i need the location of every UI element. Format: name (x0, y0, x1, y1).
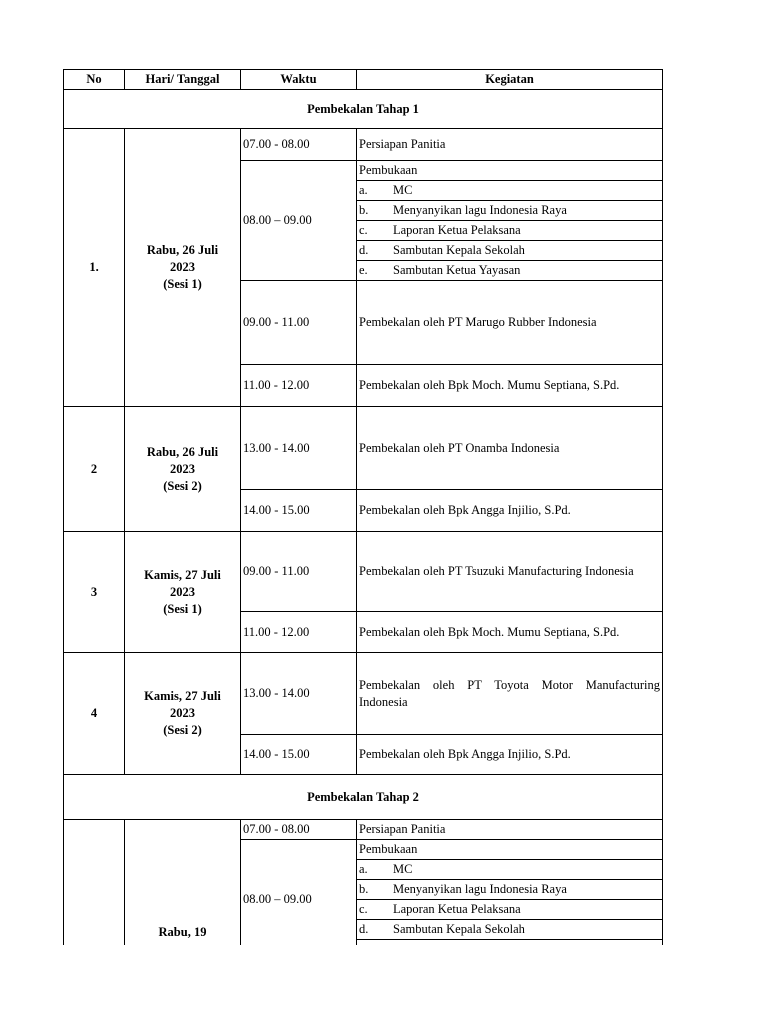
activity-cell: Pembekalan oleh PT Marugo Rubber Indonesia (357, 281, 663, 365)
header-row (64, 70, 663, 90)
item-text: Sambutan Kepala Sekolah (393, 243, 525, 257)
activity-cell: Pembekalan oleh Bpk Moch. Mumu Septiana, S.Pd. (357, 365, 663, 407)
time-cell: 14.00 - 15.00 (241, 490, 357, 532)
sub-item (357, 261, 663, 281)
item-text: MC (393, 183, 413, 197)
time-cell: 07.00 - 08.00 (241, 129, 357, 161)
header-day: Hari/ Tanggal (125, 70, 241, 90)
session-day: Rabu, 26 Juli 2023 (Sesi 2) (125, 407, 241, 532)
sub-item (357, 201, 663, 221)
session-day: Kamis, 27 Juli 2023 (Sesi 1) (125, 532, 241, 653)
activity-cell: Persiapan Panitia (357, 820, 663, 840)
time-cell: 09.00 - 11.00 (241, 281, 357, 365)
table-row (64, 407, 663, 490)
sub-item (357, 900, 663, 920)
item-letter: d. (359, 243, 369, 257)
sub-item (357, 241, 663, 261)
activity-cell: Pembekalan oleh Bpk Angga Injilio, S.Pd. (357, 490, 663, 532)
sub-item (357, 940, 663, 946)
table-row (64, 532, 663, 612)
sub-item (357, 880, 663, 900)
session-no (64, 820, 125, 946)
session-no: 2 (64, 407, 125, 532)
table-row (64, 820, 663, 840)
header-no: No (64, 70, 125, 90)
sub-item (357, 860, 663, 880)
activity-cell: Pembekalan oleh Bpk Moch. Mumu Septiana, S.Pd. (357, 612, 663, 653)
item-text: Menyanyikan lagu Indonesia Raya (393, 203, 567, 217)
activity-cell: Persiapan Panitia (357, 129, 663, 161)
item-letter: b. (359, 882, 369, 896)
item-letter: a. (359, 183, 368, 197)
session-no: 3 (64, 532, 125, 653)
session-day: Rabu, 19 (125, 820, 241, 946)
stage-row (64, 90, 663, 129)
activity-cell: Pembukaan (357, 161, 663, 181)
item-text: Menyanyikan lagu Indonesia Raya (393, 882, 567, 896)
activity-cell: Pembekalan oleh PT Onamba Indonesia (357, 407, 663, 490)
header-activity: Kegiatan (357, 70, 663, 90)
item-text: MC (393, 862, 413, 876)
schedule-table (63, 69, 663, 945)
table-row (64, 653, 663, 735)
activity-cell: Pembekalan oleh Bpk Angga Injilio, S.Pd. (357, 735, 663, 775)
session-day: Rabu, 26 Juli 2023 (Sesi 1) (125, 129, 241, 407)
item-letter: c. (359, 902, 368, 916)
activity-cell: Pembekalan oleh PT Toyota Motor Manufacturing Indonesia (357, 653, 663, 735)
header-time: Waktu (241, 70, 357, 90)
item-letter: e. (359, 263, 368, 277)
time-cell: 07.00 - 08.00 (241, 820, 357, 840)
item-letter: c. (359, 223, 368, 237)
stage-row (64, 775, 663, 820)
item-letter: a. (359, 862, 368, 876)
item-text: Laporan Ketua Pelaksana (393, 223, 521, 237)
stage-title: Pembekalan Tahap 1 (64, 90, 663, 129)
item-letter: b. (359, 203, 369, 217)
sub-item (357, 181, 663, 201)
time-cell: 08.00 – 09.00 (241, 840, 357, 946)
time-cell: 14.00 - 15.00 (241, 735, 357, 775)
sub-item (357, 221, 663, 241)
table-row (64, 129, 663, 161)
time-cell: 13.00 - 14.00 (241, 407, 357, 490)
item-text: Laporan Ketua Pelaksana (393, 902, 521, 916)
item-text: Sambutan Kepala Sekolah (393, 922, 525, 936)
activity-cell: Pembukaan (357, 840, 663, 860)
session-day: Kamis, 27 Juli 2023 (Sesi 2) (125, 653, 241, 775)
activity-cell: Pembekalan oleh PT Tsuzuki Manufacturing Indonesia (357, 532, 663, 612)
time-cell: 09.00 - 11.00 (241, 532, 357, 612)
stage-title: Pembekalan Tahap 2 (64, 775, 663, 820)
item-letter: d. (359, 922, 369, 936)
sub-item (357, 920, 663, 940)
time-cell: 08.00 – 09.00 (241, 161, 357, 281)
session-no: 4 (64, 653, 125, 775)
time-cell: 11.00 - 12.00 (241, 365, 357, 407)
time-cell: 11.00 - 12.00 (241, 612, 357, 653)
time-cell: 13.00 - 14.00 (241, 653, 357, 735)
item-text: Sambutan Ketua Yayasan (393, 263, 521, 277)
session-no: 1. (64, 129, 125, 407)
